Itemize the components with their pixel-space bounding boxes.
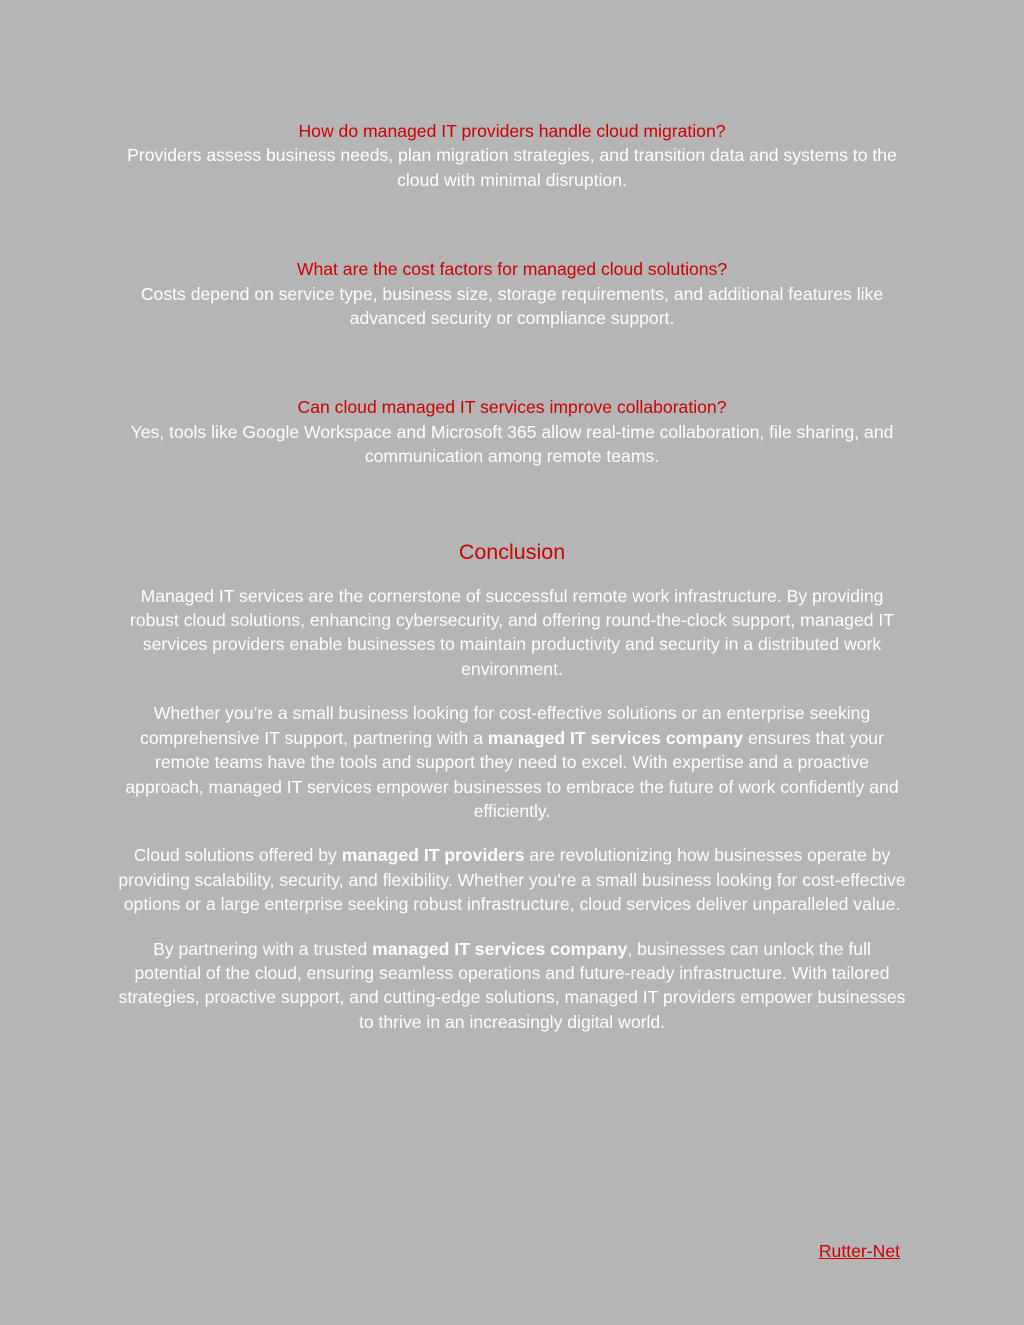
conclusion-heading: Conclusion: [458, 539, 566, 564]
paragraph-text: By partnering with a trusted: [153, 938, 373, 959]
paragraph-text: are revolutionizing how businesses operate by providing scalability, security, and flexibility. Whether you're a small business looking for cost-effective options or a large enterprise seeking robust infrastructure, cloud services deliver unparalleled value.: [118, 845, 906, 915]
paragraph-text: Whether you’re a small business looking for cost-effective solutions or an enterprise seeking comprehensive IT support, partnering with a: [140, 703, 871, 748]
faq-answer: Providers assess business needs, plan migration strategies, and transition data and systems to the cloud with minimal disruption.: [127, 145, 897, 190]
conclusion-paragraph-1: Managed IT services are the cornerstone of successful remote work infrastructure. By providing robust cloud solutions, enhancing cybersecurity, and offering round-the-clock support, managed IT services providers enable businesses to maintain productivity and security in a distributed work environment.: [129, 585, 895, 679]
conclusion-paragraph-3: [118, 843, 906, 916]
faq-answer: Costs depend on service type, business size, storage requirements, and additional features like advanced security or compliance support.: [140, 283, 884, 329]
faq-question: What are the cost factors for managed cloud solutions?: [296, 259, 728, 280]
bold-phrase: managed IT services company: [372, 938, 628, 959]
faq-item-cost-factors: [118, 257, 906, 330]
rutter-net-link[interactable]: Rutter-Net: [818, 1241, 900, 1261]
faq-item-cloud-migration: [118, 119, 906, 192]
paragraph-text: Cloud solutions offered by: [133, 845, 342, 866]
document-content: [118, 119, 906, 1054]
paragraph-text: , businesses can unlock the full potential of the cloud, ensuring seamless operations and future-ready infrastructure. With tailored strategies, proactive support, and cutting-edge solutions, managed IT providers empower businesses to thrive in an increasingly digital world.: [118, 938, 906, 1032]
faq-item-collaboration: [118, 395, 906, 468]
bold-phrase: managed IT providers: [341, 845, 525, 866]
faq-question: Can cloud managed IT services improve collaboration?: [297, 397, 727, 418]
faq-answer: Yes, tools like Google Workspace and Microsoft 365 allow real-time collaboration, file sharing, and communication among remote teams.: [130, 421, 894, 467]
faq-question: How do managed IT providers handle cloud migration?: [298, 121, 726, 141]
conclusion-paragraph-2: [118, 701, 906, 823]
conclusion-paragraph-4: [118, 937, 906, 1035]
bold-phrase: managed IT services company: [487, 727, 744, 748]
paragraph-text: ensures that your remote teams have the tools and support they need to excel. With expertise and a proactive approach, managed IT services empower businesses to embrace the future of work confidently and efficiently.: [125, 727, 899, 821]
